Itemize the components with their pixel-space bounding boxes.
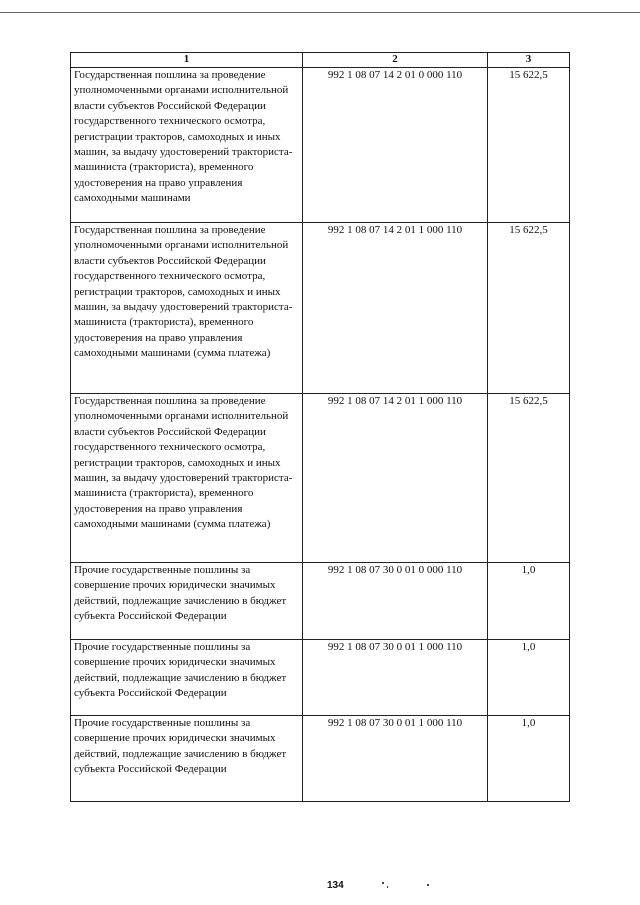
- row-budget-code: 992 1 08 07 30 0 01 1 000 110: [303, 716, 488, 802]
- row-amount: 15 622,5: [488, 68, 570, 223]
- row-description: Прочие государственные пошлины за совершение прочих юридически значимых действий, подлежащие зачислению в бюджет субъекта Российской Федерации: [71, 563, 303, 640]
- row-budget-code: 992 1 08 07 30 0 01 0 000 110: [303, 563, 488, 640]
- table-header-row: [71, 53, 570, 68]
- table-row: [71, 640, 570, 716]
- table-row: [71, 68, 570, 223]
- row-budget-code: 992 1 08 07 14 2 01 1 000 110: [303, 394, 488, 563]
- row-budget-code: 992 1 08 07 14 2 01 1 000 110: [303, 223, 488, 394]
- row-budget-code: 992 1 08 07 30 0 01 1 000 110: [303, 640, 488, 716]
- row-description: Прочие государственные пошлины за совершение прочих юридически значимых действий, подлежащие зачислению в бюджет субъекта Российской Федерации: [71, 716, 303, 802]
- table-row: [71, 394, 570, 563]
- row-budget-code: 992 1 08 07 14 2 01 0 000 110: [303, 68, 488, 223]
- row-description: Прочие государственные пошлины за совершение прочих юридически значимых действий, подлежащие зачислению в бюджет субъекта Российской Федерации: [71, 640, 303, 716]
- scan-speck: [387, 886, 388, 888]
- page-number: 134: [327, 880, 344, 891]
- budget-revenue-table: [70, 52, 570, 802]
- row-description: Государственная пошлина за проведение уполномоченными органами исполнительной власти субъектов Российской Федерации государственного технического осмотра, регистрации тракторов, самоходных и иных машин, за выдачу удостоверений тракториста-машиниста (тракториста), временного удостоверения на право управления самоходными машинами (сумма платежа): [71, 223, 303, 394]
- row-amount: 15 622,5: [488, 394, 570, 563]
- column-header-2: 2: [303, 53, 488, 68]
- row-amount: 1,0: [488, 563, 570, 640]
- table-row: [71, 716, 570, 802]
- scan-speck: [382, 882, 384, 884]
- top-rule: [0, 12, 640, 13]
- column-header-1: 1: [71, 53, 303, 68]
- row-description: Государственная пошлина за проведение уполномоченными органами исполнительной власти субъектов Российской Федерации государственного технического осмотра, регистрации тракторов, самоходных и иных машин, за выдачу удостоверений тракториста-машиниста (тракториста), временного удостоверения на право управления самоходными машинами (сумма платежа): [71, 394, 303, 563]
- table-row: [71, 563, 570, 640]
- scan-speck: [427, 884, 429, 886]
- table-row: [71, 223, 570, 394]
- row-amount: 1,0: [488, 716, 570, 802]
- row-description: Государственная пошлина за проведение уполномоченными органами исполнительной власти субъектов Российской Федерации государственного технического осмотра, регистрации тракторов, самоходных и иных машин, за выдачу удостоверений тракториста-машиниста (тракториста), временного удостоверения на право управления самоходными машинами: [71, 68, 303, 223]
- row-amount: 1,0: [488, 640, 570, 716]
- column-header-3: 3: [488, 53, 570, 68]
- row-amount: 15 622,5: [488, 223, 570, 394]
